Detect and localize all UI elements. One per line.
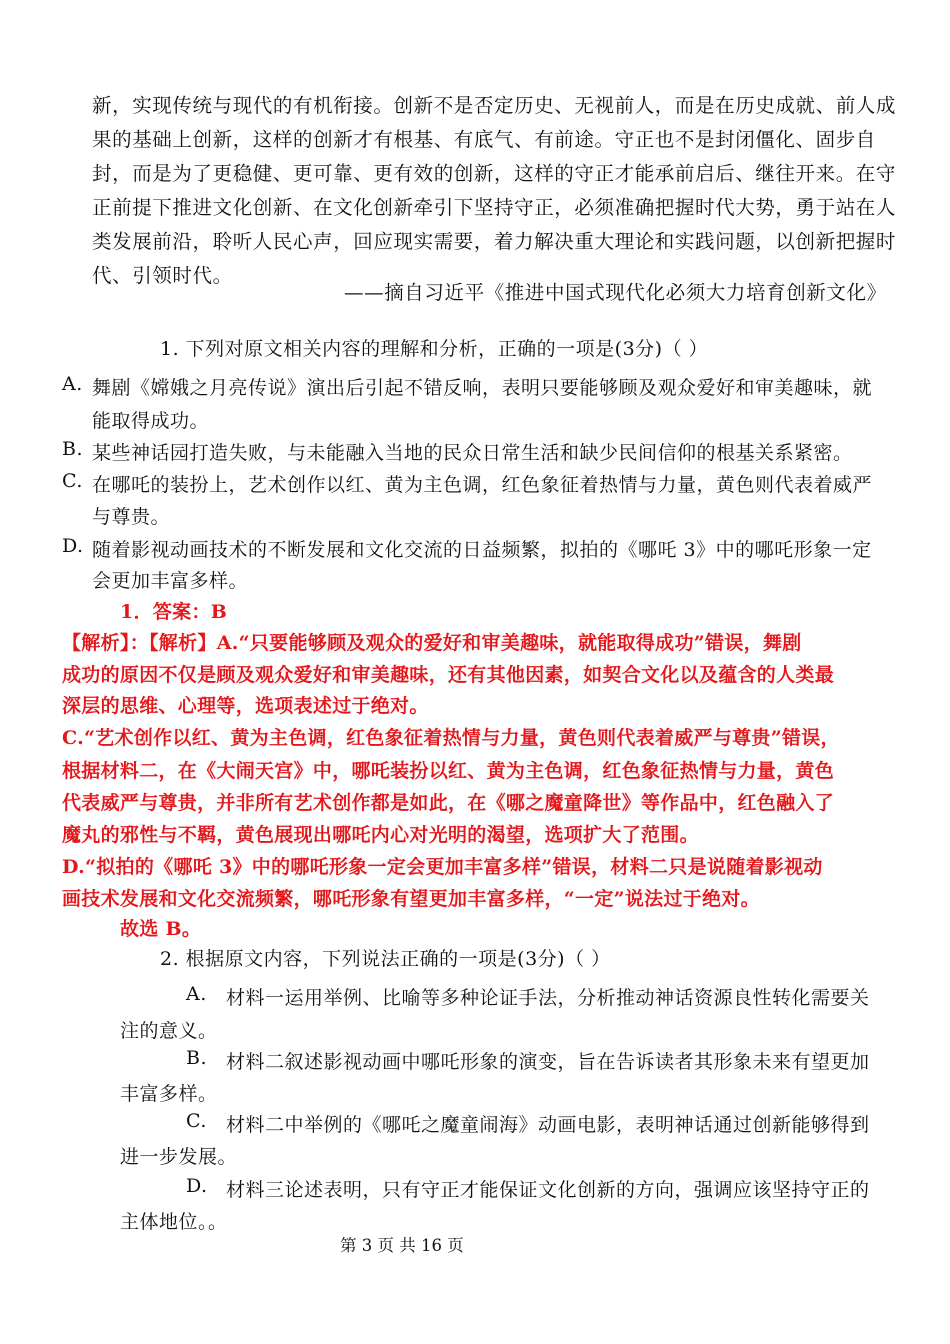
analysis-line: 【解析】：【解析】A.“只要能够顾及观众的爱好和审美趣味，就能取得成功”错误，舞剧: [62, 632, 802, 654]
analysis-line: D.“拟拍的《哪吒 3》中的哪吒形象一定会更加丰富多样”错误，材料二只是说随着影视动: [62, 856, 823, 878]
passage-source: ——摘自习近平《推进中国式现代化必须大力培育创新文化》: [344, 281, 887, 304]
analysis-conclusion: 故选 B。: [120, 918, 202, 940]
option-label-a: A.: [62, 373, 83, 395]
analysis-line: 魔丸的邪性与不羁，黄色展现出哪吒内心对光明的渴望，选项扩大了范围。: [62, 824, 699, 846]
analysis-line: 成功的原因不仅是顾及观众爱好和审美趣味，还有其他因素，如契合文化以及蕴含的人类最: [62, 664, 835, 686]
option-c-line: 与尊贵。: [92, 506, 171, 528]
passage-line: 封，而是为了更稳健、更可靠、更有效的创新，这样的守正才能承前启后、继往开来。在守: [92, 162, 897, 185]
option-d-line: 主体地位。。: [120, 1211, 228, 1233]
option-c-line: 在哪吒的装扮上，艺术创作以红、黄为主色调，红色象征着热情与力量，黄色则代表着威严: [92, 474, 873, 496]
analysis-line: C.“艺术创作以红、黄为主色调，红色象征着热情与力量，黄色则代表着威严与尊贵”错误，: [62, 727, 840, 749]
analysis-line: 代表威严与尊贵，并非所有艺术创作都是如此，在《哪之魔童降世》等作品中，红色融入了: [62, 792, 835, 814]
question-stem: 1. 下列对原文相关内容的理解和分析，正确的一项是(3分)（ ）: [160, 338, 709, 360]
option-label-c: C.: [186, 1110, 207, 1132]
option-a-line: 能取得成功。: [92, 410, 210, 432]
option-d-line: 材料三论述表明，只有守正才能保证文化创新的方向，强调应该坚持守正的: [226, 1179, 870, 1201]
page-footer: 第 3 页 共 16 页: [340, 1236, 464, 1255]
option-c-line: 进一步发展。: [120, 1146, 238, 1168]
analysis-line: 根据材料二，在《大闹天宫》中，哪吒装扮以红、黄为主色调，红色象征热情与力量，黄色: [62, 760, 835, 782]
option-label-a: A.: [186, 983, 207, 1005]
passage-line: 正前提下推进文化创新、在文化创新牵引下坚持守正，必须准确把握时代大势，勇于站在人: [92, 196, 897, 219]
option-a-line: 注的意义。: [120, 1020, 218, 1042]
passage-line: 果的基础上创新，这样的创新才有根基、有底气、有前途。守正也不是封闭僵化、固步自: [92, 128, 876, 151]
option-d-line: 会更加丰富多样。: [92, 570, 249, 592]
option-label-b: B.: [186, 1047, 208, 1069]
passage-line: 新，实现传统与现代的有机衔接。创新不是否定历史、无视前人，而是在历史成就、前人成: [92, 94, 897, 117]
option-label-d: D.: [186, 1175, 208, 1197]
passage-line: 类发展前沿，聆听人民心声，回应现实需要，着力解决重大理论和实践问题，以创新把握时: [92, 230, 897, 253]
option-d-line: 随着影视动画技术的不断发展和文化交流的日益频繁，拟拍的《哪吒 3》中的哪吒形象一定: [92, 539, 872, 561]
option-b-line: 某些神话园打造失败，与未能融入当地的民众日常生活和缺少民间信仰的根基关系紧密。: [92, 442, 853, 464]
option-label-d: D.: [62, 535, 84, 557]
passage-line: 代、引领时代。: [92, 264, 233, 287]
option-c-line: 材料二中举例的《哪吒之魔童闹海》动画电影，表明神话通过创新能够得到: [226, 1114, 870, 1136]
analysis-line: 画技术发展和文化交流频繁，哪吒形象有望更加丰富多样，“一定”说法过于绝对。: [62, 888, 760, 910]
option-a-line: 舞剧《嫦娥之月亮传说》演出后引起不错反响，表明只要能够顾及观众爱好和审美趣味，就: [92, 377, 873, 399]
option-label-c: C.: [62, 470, 83, 492]
option-b-line: 材料二叙述影视动画中哪吒形象的演变，旨在告诉读者其形象未来有望更加: [226, 1051, 870, 1073]
answer: 1．答案：B: [120, 601, 228, 623]
option-b-line: 丰富多样。: [120, 1083, 218, 1105]
option-a-line: 材料一运用举例、比喻等多种论证手法，分析推动神话资源良性转化需要关: [226, 987, 870, 1009]
question-stem: 2. 根据原文内容，下列说法正确的一项是(3分)（ ）: [160, 948, 611, 970]
option-label-b: B.: [62, 438, 84, 460]
analysis-line: 深层的思维、心理等，选项表述过于绝对。: [62, 695, 429, 717]
